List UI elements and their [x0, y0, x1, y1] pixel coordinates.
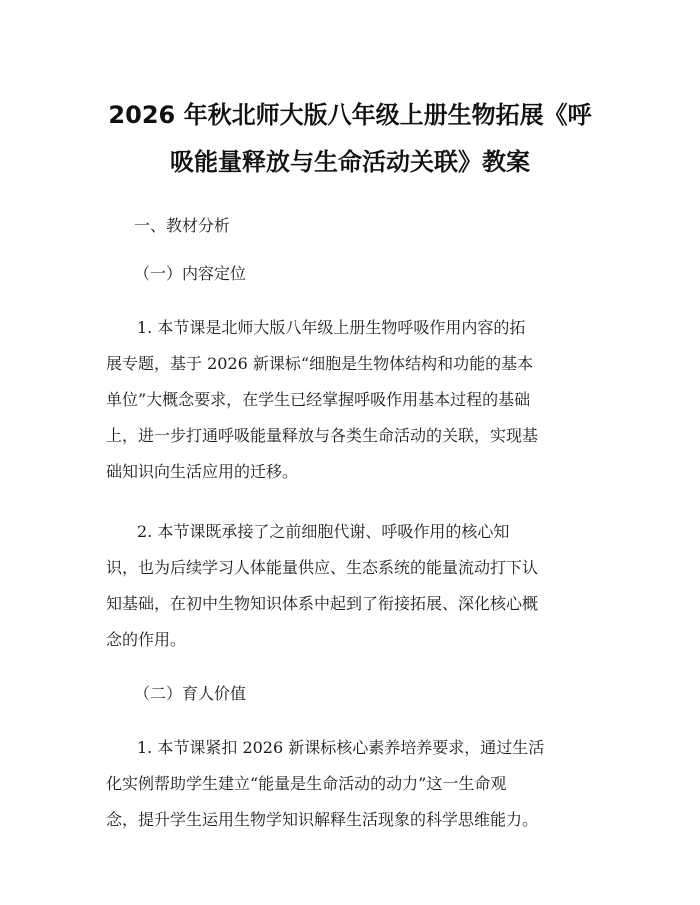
document-title	[106, 92, 594, 186]
paragraph-3	[106, 730, 594, 838]
paragraph-line: 2. 本节课既承接了之前细胞代谢、呼吸作用的核心知	[137, 522, 510, 541]
paragraph-line: 知基础，在初中生物知识体系中起到了衔接拓展、深化核心概	[106, 594, 539, 613]
title-line-2: 吸能量释放与生命活动关联》教案	[170, 148, 530, 176]
paragraph-line: 识，也为后续学习人体能量供应、生态系统的能量流动打下认	[106, 558, 539, 577]
paragraph-line: 念的作用。	[106, 630, 187, 649]
paragraph-line: 础知识向生活应用的迁移。	[106, 462, 299, 481]
subsection-heading-value: （二）育人价值	[134, 684, 247, 703]
paragraph-line: 念，提升学生运用生物学知识解释生活现象的科学思维能力。	[106, 810, 539, 829]
title-line-1: 2026 年秋北师大版八年级上册生物拓展《呼	[108, 101, 592, 129]
paragraph-line: 化实例帮助学生建立“能量是生命活动的动力”这一生命观	[106, 774, 507, 793]
paragraph-line: 上，进一步打通呼吸能量释放与各类生命活动的关联，实现基	[106, 426, 539, 445]
section-heading-analysis: 一、教材分析	[134, 216, 231, 235]
paragraph-line: 展专题，基于 2026 新课标“细胞是生物体结构和功能的基本	[106, 354, 534, 373]
paragraph-line: 1. 本节课是北师大版八年级上册生物呼吸作用内容的拓	[137, 318, 526, 337]
subsection-heading-content: （一）内容定位	[134, 264, 247, 283]
paragraph-line: 单位”大概念要求，在学生已经掌握呼吸作用基本过程的基础	[106, 390, 531, 409]
paragraph-line: 1. 本节课紧扣 2026 新课标核心素养培养要求，通过生活	[137, 738, 545, 757]
paragraph-2	[106, 514, 594, 658]
paragraph-1	[106, 310, 594, 490]
